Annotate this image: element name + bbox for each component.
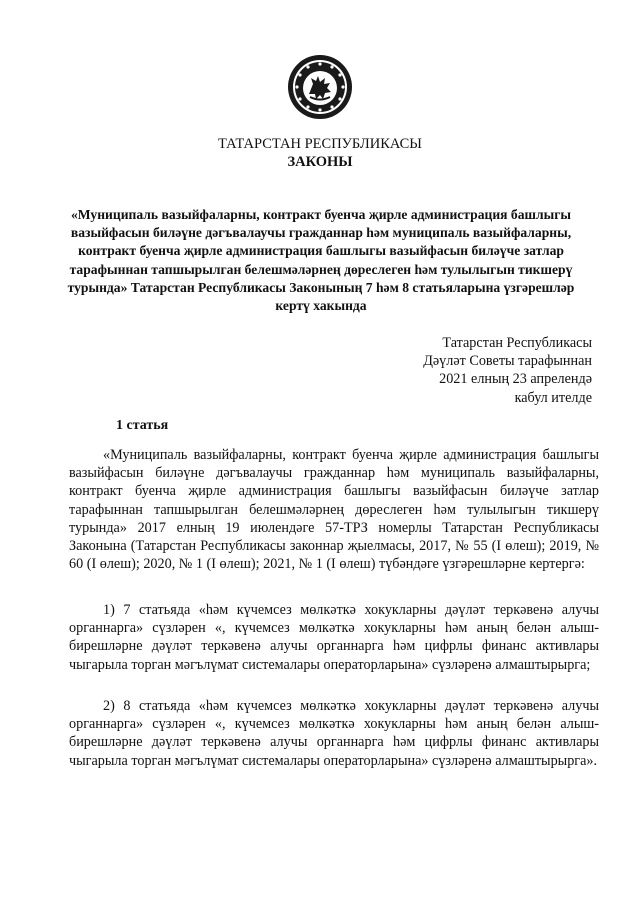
republic-title: ТАТАРСТАН РЕСПУБЛИКАСЫ — [218, 136, 422, 152]
article-item-2 — [69, 697, 599, 770]
adoption-line: кабул ителде — [514, 389, 592, 406]
article-item-1-text: 1) 7 статьяда «һәм күчемсез мөлкәткә хокукларны дәүләт теркәвенә алучы органнарга» сүзләрен «, күчемсез мөлкәткә хокукларны һәм аның белән алыш-бирешләрне дәүләт теркәвенә алучы органнарга һәм цифрлы финанс активлары чыгарыла торган мәгълүмат системалары операторларына» сүзләренә алмаштырырга; — [69, 602, 599, 673]
article-intro-paragraph — [69, 446, 599, 573]
article-item-1 — [69, 601, 599, 674]
article-intro-text: «Муниципаль вазыйфаларны, контракт буенча җирле администрация башлыгы вазыйфасын биләүне дәгъвалаучы гражданнар һәм муниципаль вазыйфаларны, контракт буенча җирле администрация башлыгы вазыйфасын биләүче затлар тарафыннан тапшырылган белешмәләрнең дөреслеген һәм тулылыгын тикшерү турында» 2017 елның 19 июлендәге 57-ТРЗ номерлы Татарстан Республикасы Законына (Татарстан Республикасы законнар җыелмасы, 2017, № 55 (I өлеш); 2019, № 60 (I өлеш); 2020, № 1 (I өлеш); 2021, № 1 (I өлеш) түбәндәге үзгәрешләрне кертергә: — [69, 447, 599, 573]
tatarstan-coat-of-arms-icon — [287, 54, 353, 120]
adoption-line: 2021 елның 23 апрелендә — [439, 371, 592, 388]
adoption-line: Татарстан Республикасы — [442, 335, 592, 351]
article-title: 1 статья — [116, 418, 169, 433]
law-title: ЗАКОНЫ — [287, 154, 353, 170]
adoption-note — [423, 334, 592, 407]
adoption-line: Дәүләт Советы тарафыннан — [423, 353, 592, 370]
document-header — [0, 135, 640, 171]
article-item-2-text: 2) 8 статьяда «һәм күчемсез мөлкәткә хокукларны дәүләт теркәвенә алучы органнарга» сүзләрен «, күчемсез мөлкәткә хокукларны һәм аның белән алыш-бирешләрне дәүләт теркәвенә алучы органнарга һәм цифрлы финанс активлары чыгарыла торган мәгълүмат системалары операторларына» сүзләренә алмаштырырга». — [69, 698, 599, 769]
law-name: «Муниципаль вазыйфаларны, контракт буенча җирле администрация башлыгы вазыйфасын биләүне дәгъвалаучы гражданнар һәм муниципаль вазыйфаларны, контракт буенча җирле администрация башлыгы вазыйфасын биләүче затлар тарафыннан тапшырылган белешмәләрнең дөреслеген һәм тулылыгын тикшерү турында» Татарстан Республикасы Законының 7 һәм 8 статьяларына үзгәрешләр кертү хакында — [67, 207, 575, 314]
